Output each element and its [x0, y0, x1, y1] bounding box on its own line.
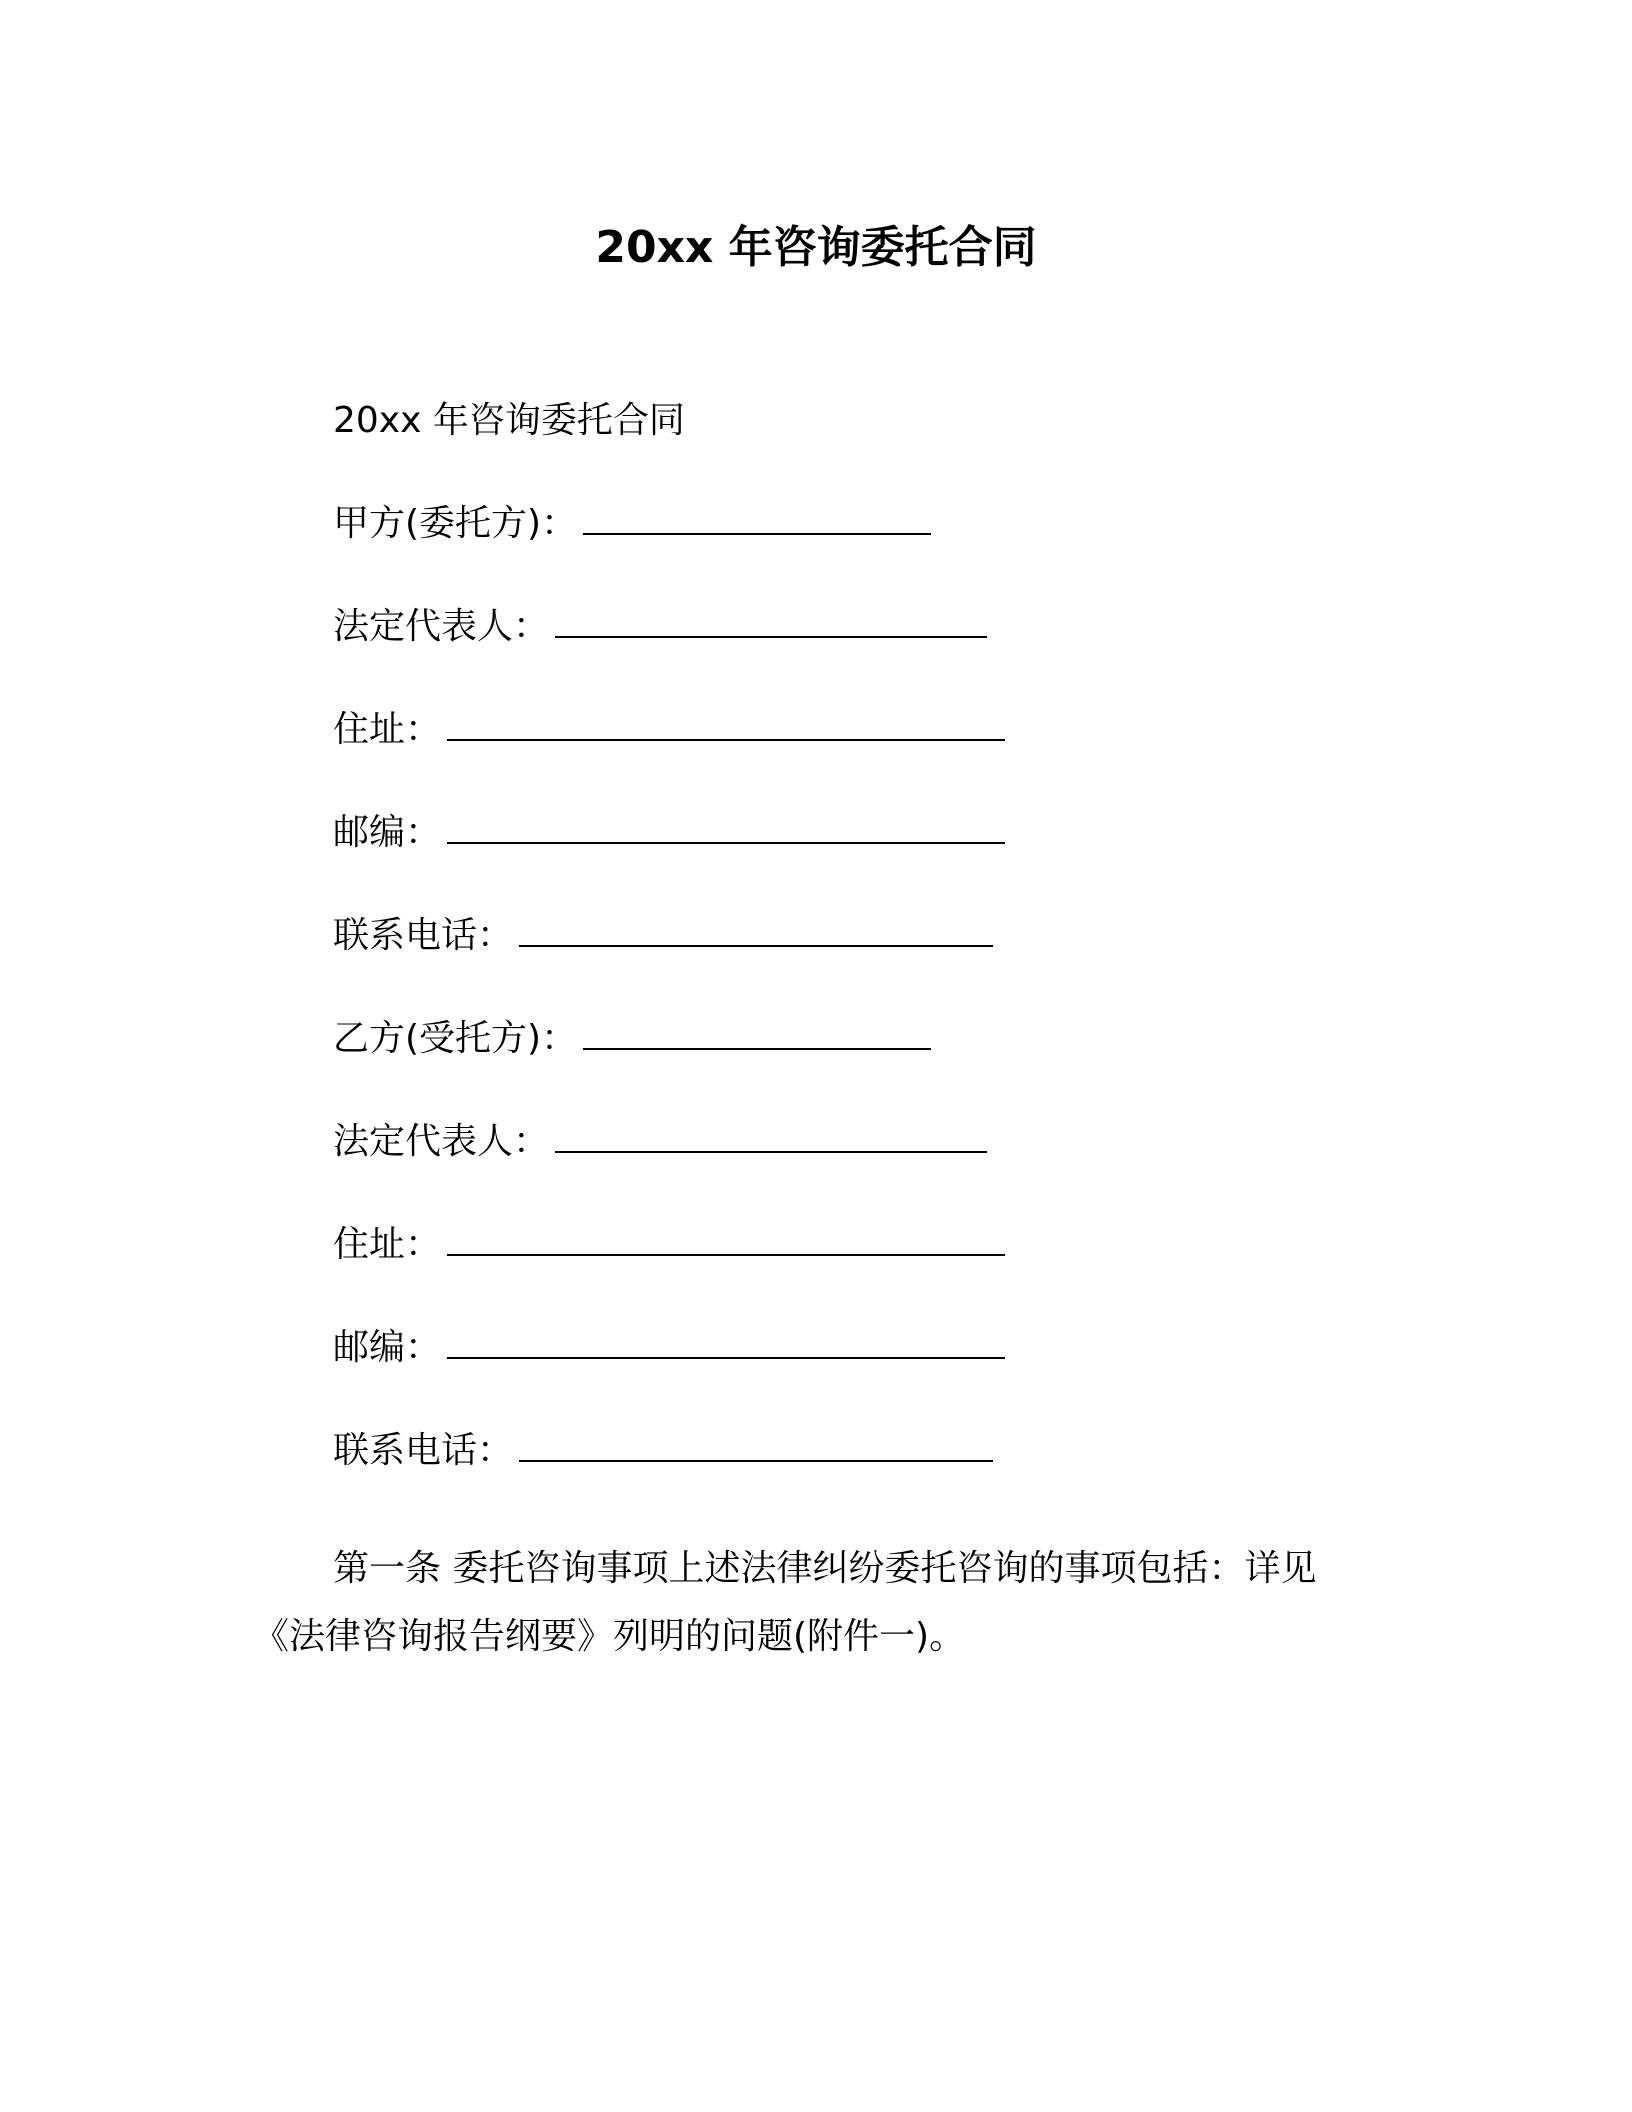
party-b-postcode-label: 邮编： — [333, 1327, 442, 1368]
party-a-representative-label: 法定代表人： — [333, 606, 550, 647]
document-title: 20xx 年咨询委托合同 — [595, 222, 1037, 273]
party-a-address-field — [333, 706, 1005, 754]
party-b-address-label: 住址： — [333, 1224, 442, 1265]
article-1-paragraph — [253, 1535, 1373, 1671]
party-a-name-blank — [583, 503, 931, 535]
party-a-postcode-blank — [447, 812, 1005, 844]
party-b-phone-blank — [519, 1430, 993, 1462]
party-b-postcode-field — [333, 1324, 1005, 1372]
party-a-address-label: 住址： — [333, 709, 442, 750]
party-b-address-blank — [447, 1224, 1005, 1256]
party-a-postcode-field — [333, 809, 1005, 857]
party-b-representative-field — [333, 1118, 987, 1166]
document-subtitle: 20xx 年咨询委托合同 — [333, 400, 685, 441]
party-b-phone-label: 联系电话： — [333, 1430, 514, 1471]
article-1-text: 第一条 委托咨询事项上述法律纠纷委托咨询的事项包括：详见《法律咨询报告纲要》列明的问题(附件一)。 — [253, 1548, 1317, 1657]
party-a-representative-field — [333, 603, 987, 651]
party-a-heading-field — [333, 500, 931, 548]
party-b-name-blank — [583, 1018, 931, 1050]
party-a-representative-blank — [555, 606, 987, 638]
party-a-phone-label: 联系电话： — [333, 915, 514, 956]
party-a-phone-field — [333, 912, 993, 960]
party-b-address-field — [333, 1221, 1005, 1269]
party-b-representative-label: 法定代表人： — [333, 1121, 550, 1162]
party-b-representative-blank — [555, 1121, 987, 1153]
party-b-phone-field — [333, 1427, 993, 1475]
party-a-address-blank — [447, 709, 1005, 741]
party-b-heading-label: 乙方(受托方)： — [333, 1018, 578, 1059]
party-a-phone-blank — [519, 915, 993, 947]
party-b-postcode-blank — [447, 1327, 1005, 1359]
party-a-heading-label: 甲方(委托方)： — [333, 503, 578, 544]
party-b-heading-field — [333, 1015, 931, 1063]
party-a-postcode-label: 邮编： — [333, 812, 442, 853]
